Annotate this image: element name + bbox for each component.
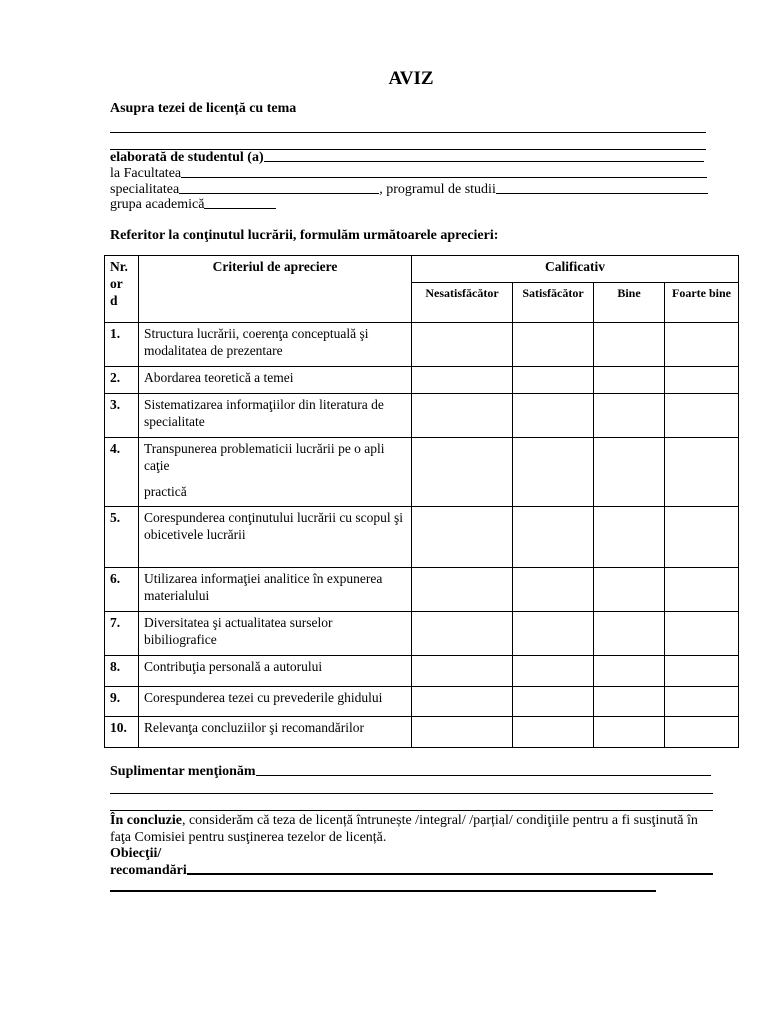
objections-label: Obiecţii/ (110, 846, 162, 861)
evaluation-table (104, 255, 739, 748)
row-number: 8. (105, 656, 139, 687)
supplementary-field (110, 764, 711, 780)
criterion-text: Corespunderea conţinutului lucrării cu scopul şi (144, 510, 404, 525)
row-number: 5. (105, 507, 139, 568)
recommendations-label: recomandări (110, 863, 187, 878)
rating-cell[interactable] (412, 717, 513, 748)
faculty-field (110, 166, 707, 182)
table-row (105, 612, 739, 656)
row-number: 10. (105, 717, 139, 748)
rating-cell[interactable] (513, 367, 594, 394)
program-label: , programul de studii (379, 182, 496, 197)
rating-cell[interactable] (412, 656, 513, 687)
rating-cell[interactable] (412, 323, 513, 367)
group-field (110, 197, 276, 213)
rating-header: Calificativ (412, 256, 739, 283)
specialty-label: specialitatea (110, 182, 180, 197)
recommendations-blank[interactable] (187, 872, 713, 875)
rating-col-very-good: Foarte bine (665, 283, 739, 323)
supplementary-line-1[interactable] (110, 793, 713, 794)
rating-col-good: Bine (594, 283, 665, 323)
student-name-blank[interactable] (264, 160, 704, 162)
table-row (105, 367, 739, 394)
rating-cell[interactable] (665, 507, 739, 568)
rating-cell[interactable] (513, 612, 594, 656)
rating-cell[interactable] (665, 612, 739, 656)
criterion-cell (139, 507, 412, 568)
rating-cell[interactable] (665, 394, 739, 438)
faculty-blank[interactable] (181, 176, 707, 178)
rating-cell[interactable] (665, 568, 739, 612)
conclusion-text: , considerăm că teza de licență întrunește /integral/ /parțial/ condiţiile pentru a fi susţinută în faţa Comisiei pentru susţinerea tezelor de licență. (110, 813, 698, 845)
criterion-text: Sistematizarea informaţiilor din literatura de specialitate (139, 394, 412, 438)
criterion-text: Abordarea teoretică a temei (139, 367, 412, 394)
student-label: elaborată de studentul (a) (110, 150, 264, 165)
rating-cell[interactable] (665, 438, 739, 507)
rating-cell[interactable] (513, 323, 594, 367)
rating-cell[interactable] (665, 656, 739, 687)
row-number: 2. (105, 367, 139, 394)
criterion-text: Corespunderea tezei cu prevederile ghidului (139, 687, 412, 717)
table-row (105, 438, 739, 507)
rating-cell[interactable] (513, 394, 594, 438)
thesis-topic-label: Asupra tezei de licență cu tema (110, 101, 297, 116)
table-row (105, 394, 739, 438)
criterion-text: Transpunerea problematicii lucrării pe o apli caţie (144, 441, 385, 473)
row-number: 1. (105, 323, 139, 367)
rating-cell[interactable] (513, 568, 594, 612)
table-row (105, 687, 739, 717)
rating-cell[interactable] (412, 438, 513, 507)
student-field (110, 150, 704, 166)
rating-cell[interactable] (594, 568, 665, 612)
topic-line-1[interactable] (110, 132, 706, 133)
conclusion-paragraph (110, 812, 715, 846)
rating-cell[interactable] (594, 367, 665, 394)
faculty-label: la Facultatea (110, 166, 182, 181)
row-number: 3. (105, 394, 139, 438)
rating-cell[interactable] (412, 367, 513, 394)
rating-cell[interactable] (594, 612, 665, 656)
supplementary-blank[interactable] (256, 774, 711, 776)
criteria-header: Criteriul de apreciere (139, 256, 412, 323)
rating-col-unsatisfactory: Nesatisfăcător (412, 283, 513, 323)
evaluation-intro: Referitor la conţinutul lucrării, formulăm următoarele aprecieri: (110, 228, 499, 243)
rating-cell[interactable] (665, 323, 739, 367)
rating-cell[interactable] (594, 438, 665, 507)
document-title: AVIZ (388, 68, 434, 89)
recommendations-line-2[interactable] (110, 890, 656, 892)
conclusion-lead: În concluzie (110, 813, 182, 828)
rating-cell[interactable] (594, 656, 665, 687)
rating-cell[interactable] (513, 507, 594, 568)
criterion-text: Structura lucrării, coerenţa conceptuală şi modalitatea de prezentare (139, 323, 412, 367)
rating-cell[interactable] (412, 612, 513, 656)
rating-cell[interactable] (665, 687, 739, 717)
specialty-field (110, 182, 708, 198)
rating-cell[interactable] (665, 717, 739, 748)
rating-cell[interactable] (513, 717, 594, 748)
rating-col-satisfactory: Satisfăcător (513, 283, 594, 323)
rating-cell[interactable] (594, 507, 665, 568)
criterion-text: Diversitatea şi actualitatea surselor bibiliografice (139, 612, 412, 656)
rating-cell[interactable] (513, 656, 594, 687)
criterion-text: Relevanţa concluziilor şi recomandărilor (139, 717, 412, 748)
row-number: 4. (105, 438, 139, 507)
table-row (105, 656, 739, 687)
table-row (105, 323, 739, 367)
row-number: 6. (105, 568, 139, 612)
table-row (105, 507, 739, 568)
rating-cell[interactable] (594, 717, 665, 748)
program-blank[interactable] (496, 192, 708, 194)
rating-cell[interactable] (594, 687, 665, 717)
rating-cell[interactable] (594, 394, 665, 438)
rating-cell[interactable] (412, 507, 513, 568)
group-blank[interactable] (204, 207, 276, 209)
nr-header: Nr. or d (105, 256, 139, 323)
supplementary-label: Suplimentar menţionăm (110, 764, 256, 779)
row-number: 7. (105, 612, 139, 656)
criterion-text: Contribuţia personală a autorului (139, 656, 412, 687)
criterion-text: Utilizarea informaţiei analitice în expunerea materialului (139, 568, 412, 612)
rating-cell[interactable] (412, 687, 513, 717)
rating-cell[interactable] (412, 568, 513, 612)
criterion-text-continued: practică (144, 484, 187, 499)
table-row (105, 568, 739, 612)
criterion-text-continued: obicetivele lucrării (144, 527, 246, 542)
recommendations-field (110, 863, 713, 879)
rating-cell[interactable] (665, 367, 739, 394)
group-label: grupa academică (110, 197, 205, 212)
rating-cell[interactable] (513, 687, 594, 717)
row-number: 9. (105, 687, 139, 717)
rating-cell[interactable] (594, 323, 665, 367)
rating-cell[interactable] (412, 394, 513, 438)
supplementary-line-2[interactable] (110, 810, 713, 811)
rating-cell[interactable] (513, 438, 594, 507)
criterion-cell (139, 438, 412, 507)
specialty-blank[interactable] (179, 192, 379, 194)
table-row (105, 717, 739, 748)
